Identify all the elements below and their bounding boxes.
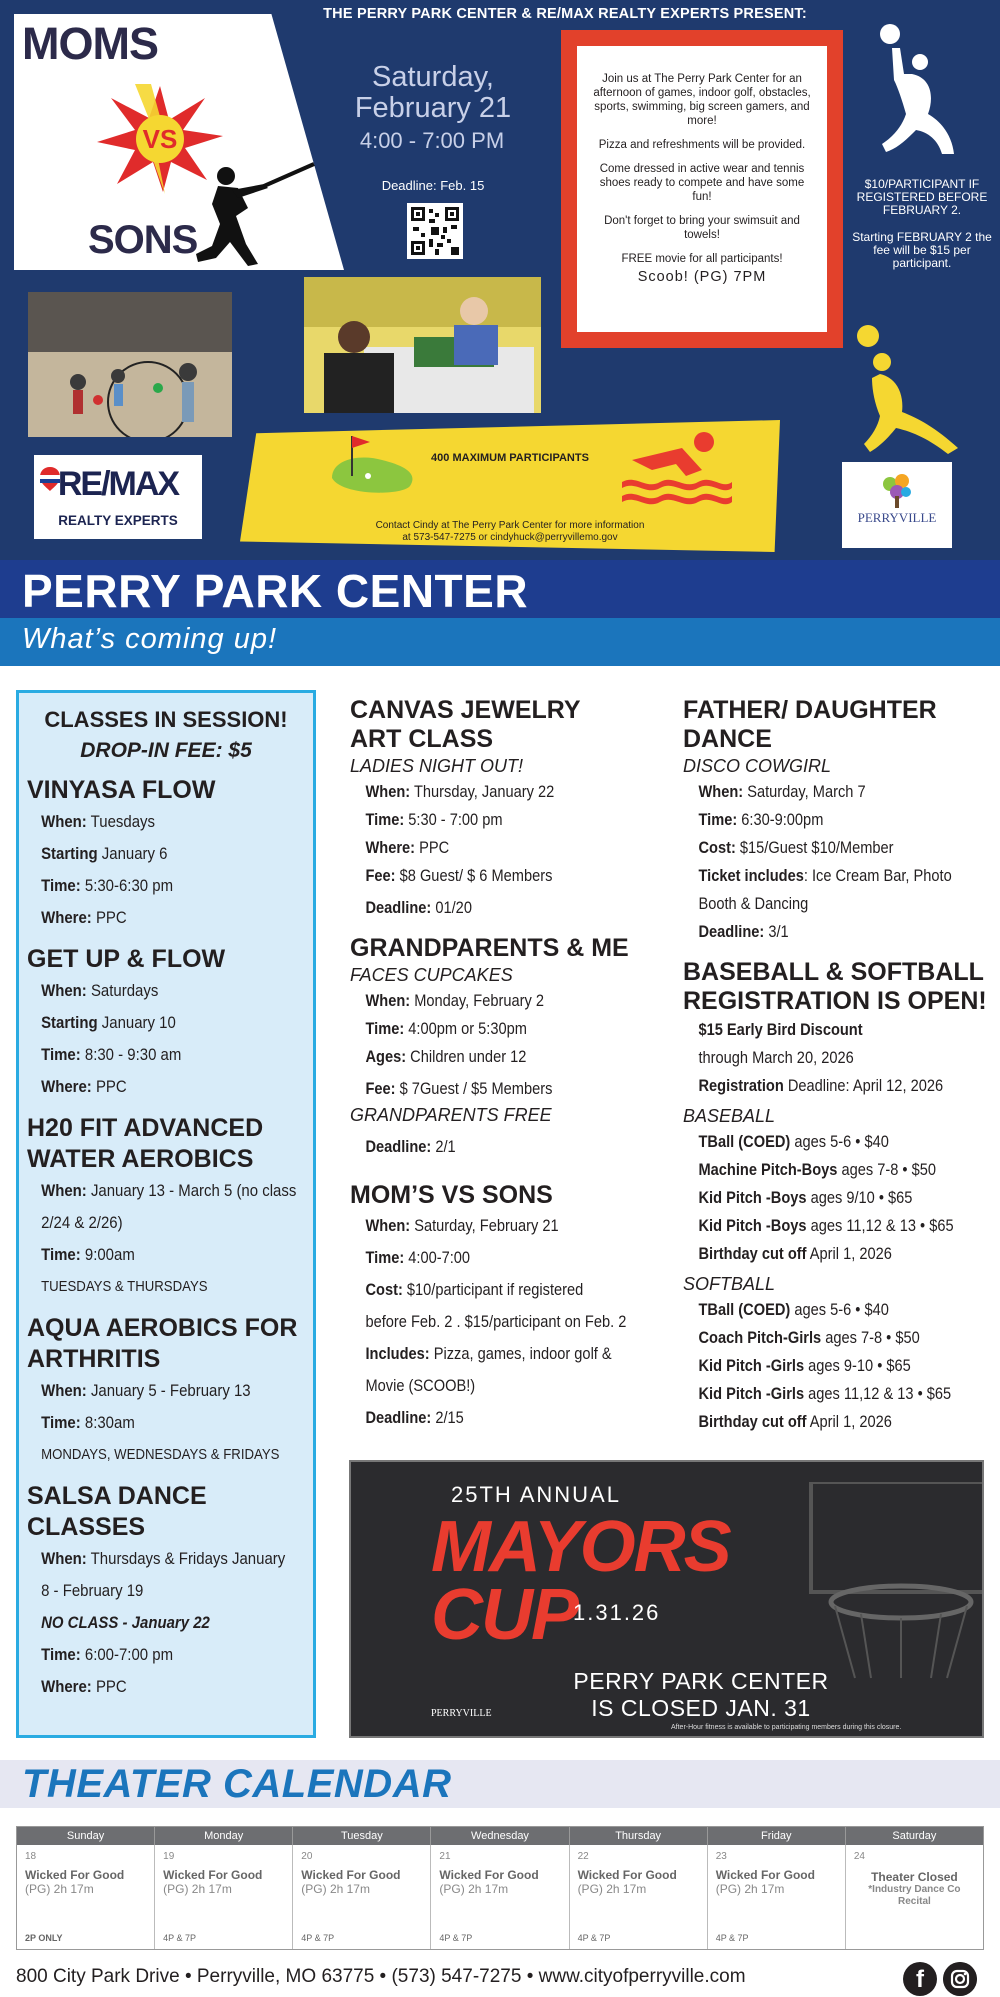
softball-heading: SOFTBALL	[683, 1274, 776, 1294]
event-detail	[350, 862, 634, 890]
detail-label: Kid Pitch -Girls	[698, 1356, 805, 1375]
class-detail	[27, 1543, 286, 1575]
detail-value: 5:30-6:30 pm	[80, 876, 174, 895]
flyer-time: 4:00 - 7:00 PM	[359, 128, 505, 153]
price-info	[852, 178, 992, 284]
mayors-cup-banner	[349, 1460, 984, 1738]
subheader-bar	[0, 618, 1000, 666]
event-detail	[350, 1274, 634, 1306]
event-detail	[350, 1075, 634, 1103]
detail-label: Starting	[41, 844, 98, 863]
basketball-player-icon	[872, 18, 962, 158]
detail-label: Cost:	[365, 1280, 403, 1299]
calendar-cell	[155, 1845, 293, 1949]
title-line: CANVAS JEWELRY	[350, 696, 581, 724]
detail-label: Includes:	[365, 1344, 430, 1363]
event-detail	[683, 778, 958, 806]
detail-value: 8:30am	[80, 1413, 135, 1432]
info-paragraph: Join us at The Perry Park Center for an afternoon of games, indoor golf, obstacles, sports, swimming, big screen gamers, and more!	[593, 73, 811, 127]
detail-value: April 1, 2026	[806, 1244, 892, 1263]
detail-label: When:	[41, 812, 87, 831]
class-days: MONDAYS, WEDNESDAYS & FRIDAYS	[41, 1446, 280, 1463]
classes-in-session-box	[16, 690, 316, 1738]
closure-line: IS CLOSED JAN. 31	[591, 1695, 811, 1721]
detail-label: When:	[41, 981, 87, 1000]
cell-times: 4P & 7P	[439, 1933, 473, 1943]
flyer-presents: THE PERRY PARK CENTER & RE/MAX REALTY EXPERTS PRESENT:	[323, 6, 807, 22]
perryville-wordmark: PERRYVILLE	[857, 510, 937, 525]
cell-day: 24	[853, 1851, 865, 1862]
remax-wordmark: RE/MAX	[57, 465, 179, 503]
mayors-word: MAYORS	[431, 1507, 730, 1587]
detail-value: Children under 12	[406, 1047, 527, 1066]
event-info-box	[561, 30, 843, 348]
detail-value: 2/1	[431, 1137, 456, 1156]
event-detail	[683, 806, 958, 834]
title-line: WATER AEROBICS	[27, 1145, 254, 1173]
title-line: H20 FIT ADVANCED	[27, 1114, 264, 1142]
calendar-cell	[708, 1845, 846, 1949]
theater-closed: Theater Closed	[871, 1870, 958, 1884]
detail-label: Birthday cut off	[698, 1244, 807, 1263]
event-detail	[350, 1133, 634, 1161]
vs-word: VS	[142, 124, 178, 154]
cup-word: CUP	[431, 1575, 578, 1655]
perryville-logo	[842, 462, 952, 548]
cell-rating: (PG) 2h 17m	[715, 1882, 785, 1896]
tree-icon	[880, 472, 914, 508]
event-detail	[350, 1402, 634, 1434]
detail-value: ages 5-6 • $40	[790, 1300, 889, 1319]
remax-logo	[34, 455, 202, 539]
cell-day: 19	[163, 1851, 175, 1862]
cell-rating: (PG) 2h 17m	[301, 1882, 370, 1896]
detail-label: Registration	[698, 1076, 784, 1095]
detail-label: Time:	[365, 1248, 405, 1267]
detail-value: Thursdays & Fridays January	[86, 1549, 286, 1568]
flyer-date-line2: February 21	[354, 92, 512, 124]
detail-label: When:	[698, 782, 744, 801]
detail-value: $8 Guest/ $ 6 Members	[395, 866, 553, 885]
contact-line2: at 573-547-7275 or cindyhuck@perryvillemo.gov	[402, 532, 618, 543]
detail-value: $ 7Guest / $5 Members	[395, 1079, 553, 1098]
calendar-cell	[293, 1845, 431, 1949]
day-header: Thursday	[570, 1827, 708, 1845]
mayors-annual: 25TH ANNUAL	[451, 1482, 621, 1507]
detail-value: ages 11,12 & 13 • $65	[806, 1216, 954, 1235]
middle-events-column	[350, 684, 680, 1434]
closed-note: *Industry Dance Co Recital	[868, 1884, 961, 1907]
price-after: Starting FEBRUARY 2 the fee will be $15 per participant.	[852, 230, 992, 270]
detail-value: 5:30 - 7:00 pm	[404, 810, 503, 829]
detail-label: Where:	[365, 838, 416, 857]
class-detail	[27, 838, 272, 870]
detail-label: Where:	[41, 908, 92, 927]
class-title-aqua	[27, 1313, 305, 1375]
theater-calendar-title: THEATER CALENDAR	[22, 1762, 452, 1806]
cell-rating: (PG) 2h 17m	[163, 1882, 232, 1896]
drop-in-fee: DROP-IN FEE: $5	[80, 739, 252, 762]
detail-label: Deadline:	[365, 1408, 432, 1427]
event-detail	[350, 894, 634, 922]
league-row	[683, 1352, 958, 1380]
theater-calendar	[16, 1826, 984, 1950]
detail-label: Starting	[41, 1013, 98, 1032]
flyer-deadline: Deadline: Feb. 15	[381, 178, 485, 193]
class-detail	[27, 1639, 272, 1671]
title-line: AQUA AEROBICS FOR	[27, 1314, 298, 1342]
title-line: FATHER/ DAUGHTER	[683, 696, 937, 724]
detail-value: ages 9/10 • $65	[806, 1188, 913, 1207]
detail-label: When:	[41, 1181, 87, 1200]
event-subtitle: LADIES NIGHT OUT!	[350, 756, 524, 776]
class-detail	[27, 1375, 272, 1407]
event-detail	[683, 918, 958, 946]
max-participants: 400 MAXIMUM PARTICIPANTS	[431, 452, 589, 464]
title-line: CLASSES	[27, 1513, 146, 1541]
event-subtitle: FACES CUPCAKES	[350, 965, 513, 985]
day-header: Monday	[155, 1827, 293, 1845]
class-detail: 2/24 & 2/26)	[41, 1213, 123, 1232]
info-paragraph: Come dressed in active wear and tennis shoes ready to compete and have some fun!	[599, 163, 805, 203]
event-detail	[350, 806, 634, 834]
calendar-cell	[431, 1845, 569, 1949]
detail-label: Time:	[365, 1019, 405, 1038]
cell-rating: (PG) 2h 17m	[25, 1882, 94, 1896]
detail-value: $10/participant if registered	[402, 1280, 584, 1299]
detail-label: Where:	[41, 1077, 92, 1096]
class-detail	[27, 1071, 272, 1103]
cell-day: 22	[577, 1851, 589, 1862]
detail-label: When:	[365, 1216, 411, 1235]
classes-heading: CLASSES IN SESSION!	[44, 707, 288, 732]
title-line: BASEBALL & SOFTBALL	[683, 958, 984, 986]
basketball-hoop-icon	[751, 1482, 984, 1682]
day-header: Wednesday	[431, 1827, 569, 1845]
cell-times: 4P & 7P	[163, 1933, 196, 1943]
info-paragraph: FREE movie for all participants!	[621, 253, 783, 265]
event-title-jewelry	[350, 696, 680, 754]
cell-day: 21	[439, 1851, 451, 1862]
event-detail	[350, 987, 634, 1015]
detail-label: Time:	[698, 810, 738, 829]
title-line: ARTHRITIS	[27, 1345, 161, 1373]
detail-value: ages 5-6 • $40	[790, 1132, 889, 1151]
detail-value: Saturdays	[86, 981, 159, 1000]
event-detail: Movie (SCOOB!)	[365, 1376, 476, 1395]
info-movie: Scoob! (PG) 7PM	[637, 269, 767, 285]
detail-value: ages 7-8 • $50	[821, 1328, 920, 1347]
detail-value: ages 9-10 • $65	[804, 1356, 911, 1375]
league-row	[683, 1408, 958, 1436]
detail-label: Fee:	[365, 1079, 396, 1098]
detail-label: When:	[41, 1381, 87, 1400]
event-detail	[683, 862, 958, 890]
detail-label: Time:	[41, 1045, 81, 1064]
mayors-date: 1.31.26	[573, 1600, 661, 1625]
cell-rating: (PG) 2h 17m	[439, 1882, 509, 1896]
event-detail	[350, 1338, 634, 1370]
detail-value: January 13 - March 5 (no class	[86, 1181, 297, 1200]
detail-value: Tuesdays	[86, 812, 155, 831]
detail-value: 3/1	[764, 922, 789, 941]
swimmer-icon	[622, 430, 732, 510]
detail-value: PPC	[91, 908, 127, 927]
class-title-salsa	[27, 1481, 305, 1543]
detail-label: Ages:	[365, 1047, 407, 1066]
footer-address: 800 City Park Drive • Perryville, MO 63775 • (573) 547-7275 • www.cityofperryville.com	[16, 1966, 746, 1987]
event-title-baseball	[683, 958, 1000, 1016]
day-header: Tuesday	[293, 1827, 431, 1845]
event-detail	[350, 1210, 634, 1242]
detail-value: 9:00am	[80, 1245, 135, 1264]
grandparents-free: GRANDPARENTS FREE	[350, 1105, 552, 1125]
title-line: REGISTRATION IS OPEN!	[683, 987, 987, 1015]
theater-calendar-header	[0, 1760, 1000, 1808]
board-game-photo	[304, 277, 541, 413]
class-detail	[27, 806, 272, 838]
detail-label: When:	[365, 782, 411, 801]
contact-line1: Contact Cindy at The Perry Park Center for more information	[375, 520, 645, 531]
class-detail	[27, 1007, 272, 1039]
title-line: SALSA DANCE	[27, 1482, 207, 1510]
cell-show: Wicked For Good	[577, 1868, 677, 1882]
class-title-h2o	[27, 1113, 305, 1175]
contact-info	[260, 520, 760, 544]
detail-label: When:	[365, 991, 411, 1010]
detail-label: Kid Pitch -Girls	[698, 1384, 805, 1403]
cell-show: Wicked For Good	[163, 1868, 263, 1882]
detail-label: Time:	[41, 876, 81, 895]
detail-value: ages 11,12 & 13 • $65	[804, 1384, 952, 1403]
league-row	[683, 1156, 958, 1184]
league-row	[683, 1212, 958, 1240]
gym-photo	[28, 292, 232, 437]
day-header: Sunday	[17, 1827, 155, 1845]
detail-label: Kid Pitch -Boys	[698, 1188, 807, 1207]
facebook-icon[interactable]: f	[903, 1962, 937, 1996]
detail-label: Cost:	[698, 838, 736, 857]
basketball-player-icon	[852, 322, 962, 457]
calendar-week-row	[17, 1845, 983, 1949]
class-detail	[27, 1407, 272, 1439]
info-paragraph: Don't forget to bring your swimsuit and towels!	[604, 215, 800, 241]
class-detail	[27, 975, 272, 1007]
detail-value: Pizza, games, indoor golf &	[429, 1344, 612, 1363]
detail-label: Deadline:	[698, 922, 765, 941]
detail-value: January 5 - February 13	[86, 1381, 251, 1400]
class-detail	[27, 1175, 297, 1207]
cell-times: 4P & 7P	[301, 1933, 335, 1943]
closure-notice	[501, 1668, 901, 1722]
closure-line: PERRY PARK CENTER	[573, 1668, 829, 1694]
title-line: DANCE	[683, 725, 772, 753]
event-detail: Booth & Dancing	[698, 894, 809, 913]
class-detail: 8 - February 19	[41, 1581, 144, 1600]
detail-value: PPC	[415, 838, 450, 857]
perryville-small-logo: PERRYVILLE	[431, 1708, 492, 1719]
moms-vs-sons-flyer	[0, 0, 1000, 560]
detail-value: 4:00-7:00	[404, 1248, 471, 1267]
detail-value: 2/15	[431, 1408, 464, 1427]
calendar-cell	[17, 1845, 155, 1949]
moms-word: MOMS	[22, 18, 158, 69]
class-detail	[27, 902, 272, 934]
event-detail	[683, 1072, 958, 1100]
league-row	[683, 1380, 958, 1408]
detail-value: ages 7-8 • $50	[837, 1160, 937, 1179]
right-events-column	[683, 684, 1000, 1436]
detail-label: Where:	[41, 1677, 92, 1696]
cell-show: Wicked For Good	[715, 1868, 815, 1882]
cell-times: 2P ONLY	[25, 1933, 63, 1943]
class-detail	[27, 1671, 272, 1703]
event-detail	[350, 778, 634, 806]
league-row	[683, 1184, 958, 1212]
detail-label: Time:	[41, 1645, 81, 1664]
class-detail	[27, 870, 272, 902]
event-info-content	[577, 46, 827, 332]
cell-times: 4P & 7P	[577, 1933, 611, 1943]
league-row	[683, 1240, 958, 1268]
league-row	[683, 1296, 958, 1324]
detail-label: $15 Early Bird Discount	[698, 1020, 863, 1039]
cell-show: Wicked For Good	[439, 1868, 539, 1882]
cell-times: 4P & 7P	[715, 1933, 749, 1943]
calendar-header-row	[17, 1827, 983, 1845]
cell-day: 23	[715, 1851, 727, 1862]
detail-value: 8:30 - 9:30 am	[80, 1045, 182, 1064]
title-line: ART CLASS	[350, 725, 494, 753]
calendar-cell	[846, 1845, 983, 1949]
detail-label: Deadline:	[365, 898, 432, 917]
detail-label: When:	[41, 1549, 87, 1568]
detail-value: 6:30-9:00pm	[737, 810, 824, 829]
class-title-vinyasa: VINYASA FLOW	[27, 776, 216, 804]
event-detail	[350, 834, 634, 862]
detail-value: Saturday, February 21	[410, 1216, 559, 1235]
detail-label: Deadline:	[365, 1137, 432, 1156]
class-days: TUESDAYS & THURSDAYS	[41, 1278, 208, 1295]
footer	[0, 1962, 1000, 1997]
detail-value: Thursday, January 22	[410, 782, 555, 801]
calendar-cell	[570, 1845, 708, 1949]
page-subtitle: What’s coming up!	[22, 623, 278, 655]
event-detail	[350, 1015, 634, 1043]
remax-subtitle: REALTY EXPERTS	[58, 513, 178, 528]
detail-label: TBall (COED)	[698, 1300, 791, 1319]
league-row	[683, 1324, 958, 1352]
cell-day: 18	[25, 1851, 37, 1862]
day-header: Friday	[708, 1827, 846, 1845]
event-subtitle: DISCO COWGIRL	[683, 756, 832, 776]
event-detail	[683, 834, 958, 862]
detail-label: Ticket includes	[698, 866, 804, 885]
detail-label: Time:	[41, 1413, 81, 1432]
detail-label: Machine Pitch-Boys	[698, 1160, 838, 1179]
class-detail	[27, 1039, 272, 1071]
price-before: $10/PARTICIPANT IF REGISTERED BEFORE FEBRUARY 2.	[856, 177, 988, 217]
detail-value: PPC	[91, 1077, 127, 1096]
page-title: PERRY PARK CENTER	[22, 565, 529, 617]
event-detail	[350, 1242, 634, 1274]
cell-show: Wicked For Good	[25, 1868, 125, 1882]
detail-value: Saturday, March 7	[743, 782, 866, 801]
detail-label: Fee:	[365, 866, 396, 885]
detail-value: : Ice Cream Bar, Photo	[803, 866, 952, 885]
detail-value: January 6	[97, 844, 168, 863]
closure-fine-print: After-Hour fitness is available to participating members during this closure.	[671, 1724, 902, 1731]
instagram-icon[interactable]	[943, 1962, 977, 1996]
class-title-get-up: GET UP & FLOW	[27, 945, 226, 973]
cell-show: Wicked For Good	[301, 1868, 401, 1882]
detail-value: Deadline: April 12, 2026	[783, 1076, 944, 1095]
league-row	[683, 1128, 958, 1156]
baseball-batter-icon	[168, 158, 318, 268]
early-bird	[683, 1016, 958, 1044]
qr-code-icon	[407, 203, 463, 259]
detail-value: January 10	[97, 1013, 176, 1032]
baseball-heading: BASEBALL	[683, 1106, 776, 1126]
no-class-note: NO CLASS - January 22	[41, 1613, 210, 1632]
info-paragraph: Pizza and refreshments will be provided.	[598, 139, 806, 151]
event-detail: through March 20, 2026	[698, 1048, 854, 1067]
detail-label: Birthday cut off	[698, 1412, 807, 1431]
event-title-moms-vs-sons: MOM’S VS SONS	[350, 1181, 553, 1209]
event-title-father-daughter	[683, 696, 1000, 754]
detail-value: PPC	[91, 1677, 127, 1696]
detail-value: 4:00pm or 5:30pm	[404, 1019, 527, 1038]
detail-label: Coach Pitch-Girls	[698, 1328, 822, 1347]
detail-value: 6:00-7:00 pm	[80, 1645, 174, 1664]
event-title-grandparents: GRANDPARENTS & ME	[350, 934, 629, 962]
detail-label: TBall (COED)	[698, 1132, 791, 1151]
day-header: Saturday	[892, 1830, 937, 1842]
perry-park-header	[0, 560, 1000, 618]
detail-label: Time:	[365, 810, 405, 829]
detail-label: Time:	[41, 1245, 81, 1264]
detail-label: Kid Pitch -Boys	[698, 1216, 807, 1235]
class-detail	[27, 1239, 272, 1271]
flyer-date-line1: Saturday,	[372, 61, 494, 93]
detail-value: Monday, February 2	[410, 991, 544, 1010]
sons-word: SONS	[88, 218, 198, 262]
cell-day: 20	[301, 1851, 313, 1862]
event-detail: before Feb. 2 . $15/participant on Feb. 2	[365, 1312, 627, 1331]
detail-value: 01/20	[431, 898, 472, 917]
detail-value: $15/Guest $10/Member	[735, 838, 894, 857]
event-detail	[350, 1043, 634, 1071]
cell-rating: (PG) 2h 17m	[577, 1882, 647, 1896]
detail-value: April 1, 2026	[806, 1412, 892, 1431]
flyer-date	[338, 62, 528, 124]
